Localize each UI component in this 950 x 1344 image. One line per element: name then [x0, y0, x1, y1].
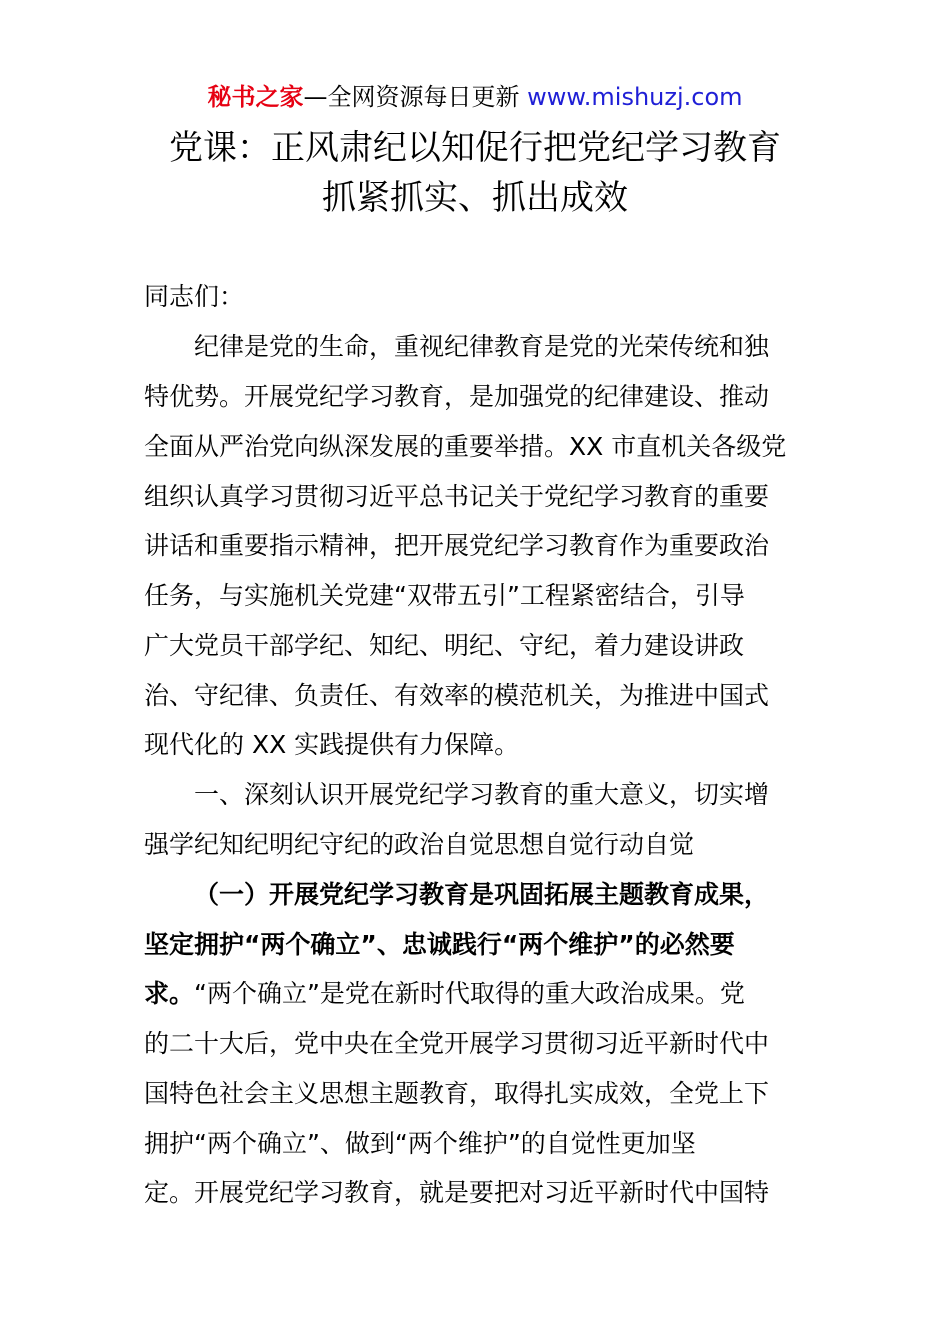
subsection-heading-end: 求。: [144, 979, 195, 1008]
mixed-line: [144, 969, 745, 1019]
paragraph-line: 特优势。开展党纪学习教育，是加强党的纪律建设、推动: [144, 382, 770, 411]
paragraph-line: 广大党员干部学纪、知纪、明纪、守纪，着力建设讲政: [144, 631, 745, 660]
paragraph-line: 现代化的 XX 实践提供有力保障。: [144, 730, 520, 759]
paragraph-line: 任务，与实施机关党建“双带五引”工程紧密结合，引导: [144, 581, 745, 610]
paragraph-line: 纪律是党的生命，重视纪律教育是党的光荣传统和独: [194, 332, 770, 361]
document-title-line-2: 抓紧抓实、抓出成效: [322, 178, 628, 218]
document-title-line-1: 党课：正风肃纪以知促行把党纪学习教育: [169, 128, 781, 168]
paragraph-text: “两个确立”是党在新时代取得的重大政治成果。党: [194, 979, 745, 1008]
subsection-heading-line: 坚定拥护“两个确立”、忠诚践行“两个维护”的必然要: [144, 930, 735, 959]
section-heading-line: 强学纪知纪明纪守纪的政治自觉思想自觉行动自觉: [144, 830, 695, 859]
section-heading-line: 一、深刻认识开展党纪学习教育的重大意义，切实增: [194, 780, 770, 809]
paragraph-line: 国特色社会主义思想主题教育，取得扎实成效，全党上下: [144, 1079, 770, 1108]
paragraph-line: 全面从严治党向纵深发展的重要举措。XX 市直机关各级党: [144, 432, 787, 461]
salutation: 同志们：: [144, 282, 245, 311]
paragraph-line: 的二十大后，党中央在全党开展学习贯彻习近平新时代中: [144, 1029, 770, 1058]
site-header: [0, 80, 950, 114]
site-url[interactable]: www.mishuzj.com: [527, 83, 743, 111]
brand-name: 秘书之家: [207, 83, 304, 111]
paragraph-line: 定。开展党纪学习教育，就是要把对习近平新时代中国特: [144, 1178, 770, 1207]
paragraph-line: 拥护“两个确立”、做到“两个维护”的自觉性更加坚: [144, 1129, 696, 1158]
paragraph-line: 治、守纪律、负责任、有效率的模范机关，为推进中国式: [144, 681, 770, 710]
paragraph-line: 讲话和重要指示精神，把开展党纪学习教育作为重要政治: [144, 531, 770, 560]
header-tagline: —全网资源每日更新: [303, 83, 520, 111]
paragraph-line: 组织认真学习贯彻习近平总书记关于党纪学习教育的重要: [144, 482, 770, 511]
subsection-heading-line: （一）开展党纪学习教育是巩固拓展主题教育成果，: [194, 880, 770, 909]
